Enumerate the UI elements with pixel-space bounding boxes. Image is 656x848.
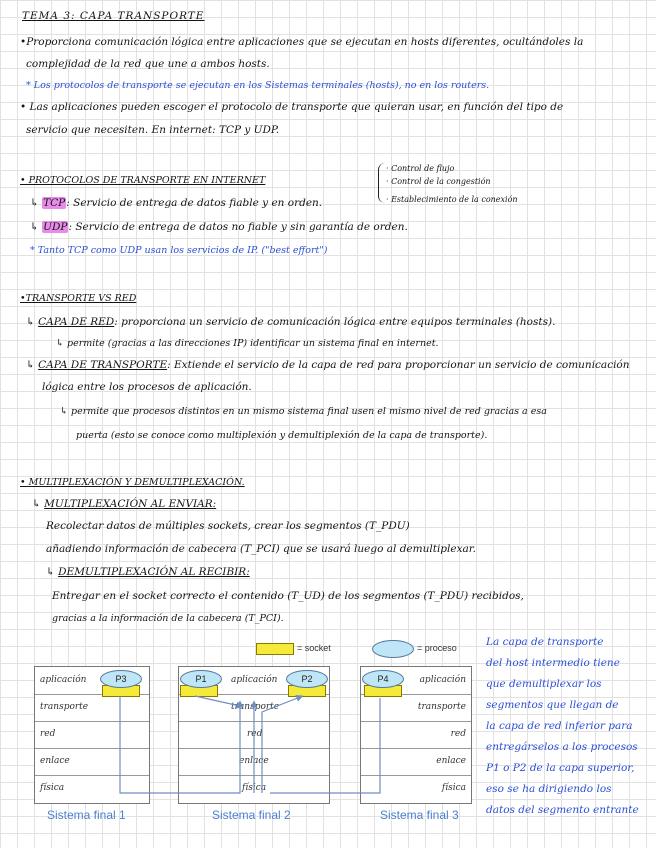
system-label-3: Sistema final 3 bbox=[380, 808, 459, 822]
mux-send-label: MULTIPLEXACIÓN AL ENVIAR: bbox=[44, 498, 217, 510]
udp-tag: UDP bbox=[43, 221, 68, 233]
tcp-tag: TCP bbox=[43, 197, 66, 209]
layer-label: transporte bbox=[417, 702, 466, 712]
system-label-2: Sistema final 2 bbox=[212, 808, 291, 822]
layer-label: física bbox=[242, 783, 267, 793]
udp-text: : Servicio de entrega de datos no fiable y sin garantía de orden. bbox=[68, 221, 408, 233]
tcp-feature-2: · Control de la congestión bbox=[386, 177, 491, 186]
trans-sub-1: ↳ permite que procesos distintos en un mismo sistema final usen el mismo nivel de red gracias a esa bbox=[60, 406, 547, 417]
trans-text-2: lógica entre los procesos de aplicación. bbox=[42, 381, 252, 393]
layer-label: transporte bbox=[231, 702, 280, 712]
layer-label: red bbox=[450, 729, 466, 739]
side-note bbox=[486, 632, 656, 821]
side-note-line: eso se ha dirigiendo los bbox=[486, 783, 612, 795]
mux-send: ↳ MULTIPLEXACIÓN AL ENVIAR: bbox=[32, 498, 217, 510]
red-text: : proporciona un servicio de comunicación lógica entre equipos terminales (hosts). bbox=[114, 316, 556, 328]
intro-line-4: servicio que necesiten. En internet: TCP y UDP. bbox=[26, 124, 280, 136]
trans-text: : Extiende el servicio de la capa de red para proporcionar un servicio de comunicación bbox=[167, 359, 630, 371]
side-note-line: P1 o P2 de la capa superior, bbox=[486, 762, 635, 774]
layer-label: aplicación bbox=[231, 675, 278, 685]
trans-label: CAPA DE TRANSPORTE bbox=[38, 359, 168, 371]
side-note-line: del host intermedio tiene bbox=[486, 657, 620, 669]
layer-label: enlace bbox=[40, 756, 70, 766]
side-note-line: que demultiplexar los bbox=[486, 678, 602, 690]
side-note-line: entregárselos a los procesos bbox=[486, 741, 638, 753]
layer-label: física bbox=[40, 783, 65, 793]
mux-heading: • MULTIPLEXACIÓN Y DEMULTIPLEXACIÓN. bbox=[20, 477, 245, 488]
layer-label: red bbox=[40, 729, 56, 739]
process-p2: P2 bbox=[286, 670, 328, 688]
process-p4: P4 bbox=[362, 670, 404, 688]
tcp-text: : Servicio de entrega de datos fiable y en orden. bbox=[66, 197, 323, 209]
mux-recv-label: DEMULTIPLEXACIÓN AL RECIBIR: bbox=[58, 566, 250, 578]
layer-label: aplicación bbox=[40, 675, 87, 685]
mux-send-1: Recolectar datos de múltiples sockets, crear los segmentos (T_PDU) bbox=[46, 520, 410, 532]
process-p3: P3 bbox=[100, 670, 142, 688]
trans-sub-2: puerta (esto se conoce como multiplexión y demultiplexión de la capa de transporte). bbox=[76, 430, 488, 441]
legend-process-label: = proceso bbox=[417, 643, 457, 653]
red-sub: ↳ permite (gracias a las direcciones IP) identificar un sistema final en internet. bbox=[56, 338, 439, 349]
red-sub-text: permite (gracias a las direcciones IP) identificar un sistema final en internet. bbox=[66, 338, 439, 349]
side-note-line: segmentos que llegan de bbox=[486, 699, 619, 711]
intro-line-1: •Proporciona comunicación lógica entre aplicaciones que se ejecutan en hosts diferentes, ocultándoles la bbox=[20, 36, 584, 48]
mux-recv-2: gracias a la información de la cabecera (T_PCI). bbox=[52, 613, 284, 624]
arrow-path-3 bbox=[262, 697, 300, 793]
trans-line: ↳ CAPA DE TRANSPORTE: Extiende el servicio de la capa de red para proporcionar un servicio de comunicación bbox=[26, 359, 630, 371]
tcp-feature-1: · Control de flujo bbox=[386, 164, 455, 173]
tvr-heading: •TRANSPORTE VS RED bbox=[20, 293, 137, 304]
layer-label: física bbox=[441, 783, 466, 793]
tcp-line: ↳ TCP: Servicio de entrega de datos fiable y en orden. bbox=[30, 197, 323, 209]
trans-sub-1-text: permite que procesos distintos en un mismo sistema final usen el mismo nivel de red gracias a esa bbox=[70, 406, 547, 417]
red-label: CAPA DE RED bbox=[38, 316, 115, 328]
arrow-path-5 bbox=[195, 696, 240, 706]
protocols-heading: • PROTOCOLOS DE TRANSPORTE EN INTERNET bbox=[20, 175, 266, 186]
mux-recv-1: Entregar en el socket correcto el contenido (T_UD) de los segmentos (T_PDU) recibidos, bbox=[52, 590, 524, 602]
mux-recv: ↳ DEMULTIPLEXACIÓN AL RECIBIR: bbox=[46, 566, 250, 578]
layer-label: transporte bbox=[40, 702, 89, 712]
intro-note: * Los protocolos de transporte se ejecutan en los Sistemas terminales (hosts), no en los routers. bbox=[26, 80, 490, 91]
layer-label: aplicación bbox=[419, 675, 466, 685]
mux-send-2: añadiendo información de cabecera (T_PCI) que se usará luego al demultiplexar. bbox=[46, 543, 476, 555]
process-p1: P1 bbox=[180, 670, 222, 688]
arrow-path-4 bbox=[270, 698, 380, 793]
side-note-line: La capa de transporte bbox=[486, 636, 604, 648]
red-line: ↳ CAPA DE RED: proporciona un servicio de comunicación lógica entre equipos terminales (hosts). bbox=[26, 316, 556, 328]
side-note-line: la capa de red inferior para bbox=[486, 720, 633, 732]
tcp-feature-3: · Establecimiento de la conexión bbox=[386, 195, 518, 204]
intro-line-2: complejidad de la red que une a ambos hosts. bbox=[26, 58, 270, 70]
layer-label: enlace bbox=[239, 756, 269, 766]
layer-label: red bbox=[247, 729, 263, 739]
intro-line-3: • Las aplicaciones pueden escoger el protocolo de transporte que quieran usar, en función del tipo de bbox=[20, 101, 564, 113]
protocols-note: * Tanto TCP como UDP usan los servicios de IP. ("best effort") bbox=[30, 245, 328, 256]
layer-label: enlace bbox=[436, 756, 466, 766]
system-label-1: Sistema final 1 bbox=[47, 808, 126, 822]
udp-line: ↳ UDP: Servicio de entrega de datos no fiable y sin garantía de orden. bbox=[30, 221, 408, 233]
legend-socket-label: = socket bbox=[297, 643, 331, 653]
side-note-line: datos del segmento entrante bbox=[486, 804, 639, 816]
arrow-path-1 bbox=[120, 696, 240, 793]
page-title: TEMA 3: CAPA TRANSPORTE bbox=[22, 10, 205, 22]
